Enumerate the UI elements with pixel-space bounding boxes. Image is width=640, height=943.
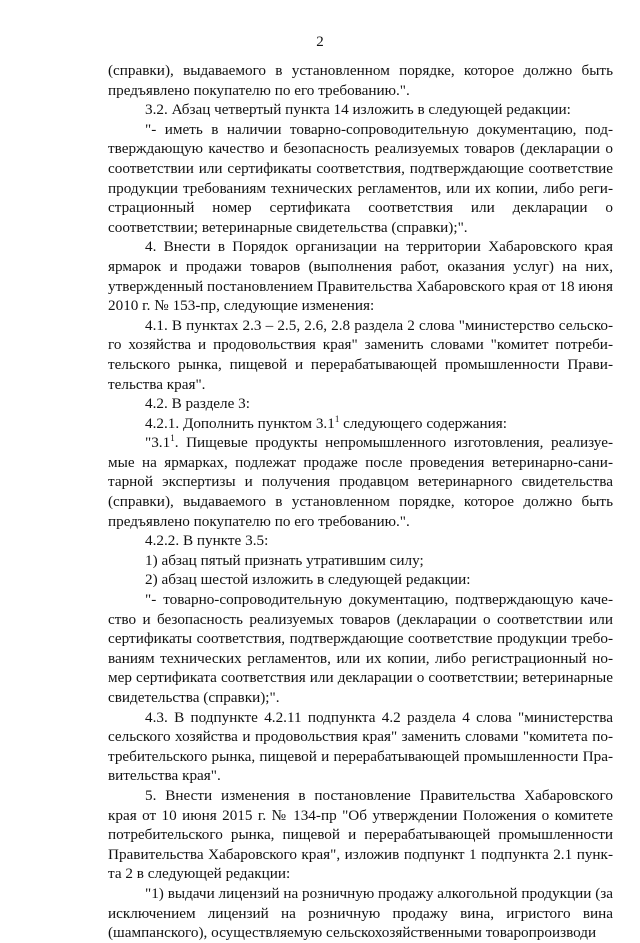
paragraph: 5. Внести изменения в постановление Правительства Хабаровского края от 10 июня 2015 г. № 134-пр "Об утверждении Положения о комитете потребительского рынка, пищевой и перерабатывающей промышленности Правительства Хабаровского края", изложив подпункт 1 подпункта 2.1 пункта 2 в следующей редакции:: [108, 786, 613, 883]
document-body: [108, 61, 613, 943]
paragraph: "- товарно-сопроводительную документацию, подтверждающую качество и безопасность реализуемых товаров (декларации о соответствии или сертификаты соответствия, подтверждающие соответствие продукции требованиям технических регламентов, или их копии, либо регистрационный номер сертификата соответствия или декларации о соответствии; ветеринарные свидетельства (справки);".: [108, 591, 613, 706]
paragraph: "- иметь в наличии товарно-сопроводительную документацию, подтверждающую качество и безопасность реализуемых товаров (декларации о соответствии или сертификаты соответствия, подтверждающие соответствие продукции требованиям технических регламентов, или их копии, либо регистрационный номер сертификата соответствия или декларации о соответствии; ветеринарные свидетельства (справки);".: [108, 120, 613, 236]
paragraph: [108, 433, 613, 531]
paragraph-text: . Пищевые продукты непромышленного изготовления, реализуемые на ярмарках, подлежат продаже после проведения ветеринарно-санитарной экспертизы и получения продавцом ветеринарного свидетельства (справки), выдаваемого в установленном порядке, которое должно быть предъявлено покупателю по его требованию.".: [108, 434, 613, 530]
page-number: 2: [316, 34, 324, 50]
paragraph-text: следующего содержания:: [339, 414, 507, 432]
paragraph-text: 4.2.1. Дополнить пунктом 3.1: [145, 414, 335, 432]
paragraph: 4.2. В разделе 3:: [145, 395, 250, 413]
superscript: 1: [170, 433, 175, 444]
paragraph: 3.2. Абзац четвертый пункта 14 изложить в следующей редакции:: [145, 101, 571, 119]
paragraph: "1) выдачи лицензий на розничную продажу алкогольной продукции (за исключением лицензий на розничную продажу вина, игристого вина (шампанского), осуществляемую сельскохозяйственными товаропроизводи: [108, 884, 613, 942]
paragraph-text: "3.1: [145, 434, 171, 452]
paragraph: 4. Внести в Порядок организации на территории Хабаровского края ярмарок и продажи товаров (выполнения работ, оказания услуг) на них, утвержденный постановлением Правительства Хабаровского края от 18 июня 2010 г. № 153-пр, следующие изменения:: [108, 238, 613, 315]
paragraph: 1) абзац пятый признать утратившим силу;: [145, 551, 424, 569]
paragraph: 4.1. В пунктах 2.3 – 2.5, 2.6, 2.8 раздела 2 слова "министерство сельского хозяйства и продовольствия края" заменить словами "комитет потребительского рынка, пищевой и перерабатывающей промышленности Правительства края".: [108, 316, 613, 393]
paragraph: (справки), выдаваемого в установленном порядке, которое должно быть предъявлено покупателю по его требованию.".: [108, 62, 613, 99]
paragraph: 2) абзац шестой изложить в следующей редакции:: [145, 571, 471, 589]
paragraph: [108, 414, 613, 434]
paragraph: 4.2.2. В пункте 3.5:: [145, 532, 269, 550]
superscript: 1: [334, 413, 340, 424]
paragraph: 4.3. В подпункте 4.2.11 подпункта 4.2 раздела 4 слова "министерства сельского хозяйства и продовольствия края" заменить словами "комитета потребительского рынка, пищевой и перерабатывающей промышленности Правительства края".: [108, 708, 613, 785]
